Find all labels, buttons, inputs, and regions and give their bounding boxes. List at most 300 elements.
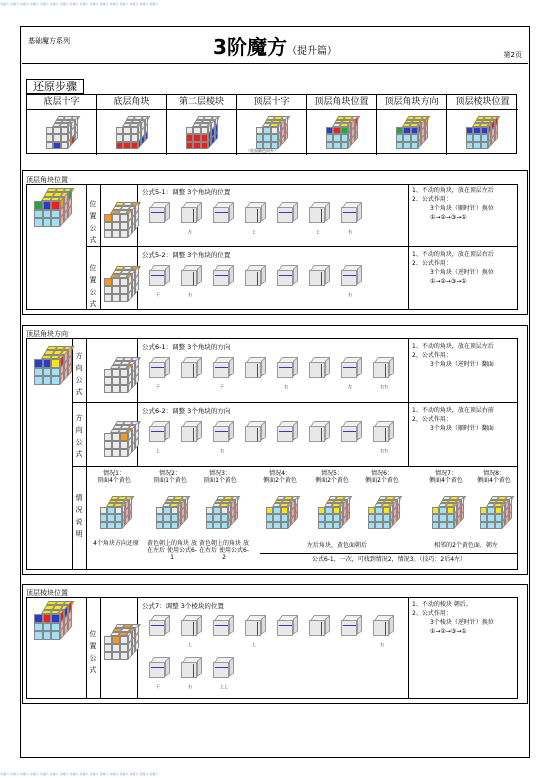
case-title-1 [90, 470, 138, 484]
cube-sticker [481, 134, 488, 141]
mini-side [261, 202, 266, 222]
mini-side [261, 615, 266, 635]
note-line: 2、公式作用： [412, 260, 452, 267]
mini-face [373, 620, 389, 636]
mini-side [229, 615, 234, 635]
cube-sticker [43, 623, 52, 632]
cube-front-face [46, 127, 68, 149]
move-arrow [215, 275, 228, 276]
notes-7 [412, 600, 494, 636]
cube-sticker [104, 449, 112, 457]
formula-6-1-step-7 [340, 356, 362, 384]
formula-7-step-1 [148, 614, 170, 642]
mini-face [309, 207, 325, 223]
cross-note: （底面颜色向外） [246, 148, 278, 153]
move-arrow [215, 212, 228, 213]
cube-sticker [461, 511, 464, 522]
cube-sticker [341, 134, 348, 141]
note-line: ①→②→③→① [430, 278, 467, 285]
cube-sticker [46, 134, 53, 141]
move-label: 右 [188, 292, 192, 297]
side-label-dir2: 方 向 公 式 [75, 414, 83, 458]
cube-sticker [104, 369, 112, 377]
mini-face [149, 270, 165, 286]
cube-sticker [43, 368, 52, 377]
section-title-corner-position: 顶层角块位置 [26, 176, 68, 184]
move-arrow [279, 625, 292, 626]
move-arrow [257, 272, 258, 285]
cube-sticker [53, 142, 60, 149]
cube-sticker [355, 131, 358, 142]
cube-sticker [163, 522, 170, 529]
move-arrow [257, 428, 258, 441]
cube-sticker [120, 441, 128, 449]
cube-front-face [104, 433, 128, 457]
move-label: 左 [348, 384, 352, 389]
cube-sticker [51, 368, 60, 377]
example-cube-7 [104, 624, 139, 662]
cube-sticker [341, 127, 348, 134]
cube-front-face [100, 507, 122, 529]
move-arrow [279, 367, 292, 368]
cube-sticker [116, 134, 123, 141]
mini-side [261, 265, 266, 285]
note-line: 2、公式作用： [412, 416, 452, 423]
cube-sticker [51, 376, 60, 385]
note-line: 3个角块（顺时针）换位 [430, 205, 494, 212]
mini-face [277, 270, 293, 286]
case-desc: 侧面2个黄色 [365, 477, 399, 484]
mini-side [229, 421, 234, 441]
formula-7-row2-step-3 [212, 656, 234, 684]
case-title-8 [470, 470, 518, 484]
section-title-corner-direction: 顶层角块方向 [26, 330, 68, 338]
border-watermark-top: 易魔方·易魔方·易魔方·易魔方·易魔方·易魔方·易魔方·易魔方·易魔方·易魔方·易魔方·易魔方·易魔方·易魔方·易魔方·易魔方 [0, 2, 159, 6]
note-line: 2、公式作用： [412, 196, 452, 203]
cube-sticker [100, 522, 107, 529]
cube-sticker [439, 507, 446, 514]
cube-sticker [100, 507, 107, 514]
cube-front-face [326, 127, 348, 149]
restore-step-cube-6 [396, 116, 428, 151]
note-line: 2、公式作用： [412, 352, 452, 359]
cube-sticker [51, 218, 60, 227]
case-name: 情况5： [321, 470, 343, 477]
cube-sticker [34, 623, 43, 632]
cube-sticker [34, 614, 43, 623]
mini-face [277, 426, 293, 442]
cube-sticker [383, 522, 390, 529]
cube-sticker [273, 522, 280, 529]
note-line: 3个棱块（逆时针）换位 [430, 619, 494, 626]
cube-sticker [104, 214, 112, 222]
move-arrow [343, 212, 356, 213]
case-cube-7 [432, 496, 464, 531]
mini-side [197, 657, 202, 677]
case-desc: 侧面2个黄色 [315, 477, 349, 484]
mini-side [197, 615, 202, 635]
move-label: 右 [284, 384, 288, 389]
cube-sticker [318, 507, 325, 514]
cube-sticker [325, 514, 332, 521]
side-label-pos1: 位 置 公 式 [89, 200, 97, 244]
move-arrow [151, 625, 164, 626]
move-label: 上 [252, 642, 256, 647]
move-arrow [321, 428, 322, 441]
cube-sticker [51, 614, 60, 623]
case-note-78: 相邻的2个黄色面，朝左 [434, 542, 498, 549]
cube-sticker [186, 134, 193, 141]
mini-face [181, 426, 197, 442]
case-desc: 顶面4个黄色 [97, 477, 131, 484]
mini-side [261, 421, 266, 441]
note-line: 1、不动的角块，放在顶层左后 [412, 343, 494, 350]
cube-sticker [135, 640, 139, 652]
cube-sticker [43, 376, 52, 385]
case-cube-5 [318, 496, 350, 531]
restore-step-cube-3 [186, 116, 218, 151]
cube-sticker [51, 201, 60, 210]
cube-sticker [46, 142, 53, 149]
mini-face [277, 362, 293, 378]
case-title-3 [196, 470, 244, 484]
cube-front-face [34, 359, 60, 385]
cube-sticker [131, 134, 138, 141]
cube-sticker [256, 127, 263, 134]
mini-side [229, 357, 234, 377]
case-name: 情况3： [209, 470, 231, 477]
cube-sticker [116, 127, 123, 134]
cube-sticker [271, 134, 278, 141]
cube-sticker [206, 507, 213, 514]
cube-sticker [43, 631, 52, 640]
cube-sticker [112, 369, 120, 377]
cube-sticker [263, 127, 270, 134]
move-label: 上上 [220, 684, 228, 689]
cube-sticker [466, 127, 473, 134]
cube-sticker [266, 514, 273, 521]
cube-sticker [53, 134, 60, 141]
cube-sticker [34, 368, 43, 377]
mini-face [181, 662, 197, 678]
move-arrow [321, 622, 322, 635]
cube-sticker [206, 522, 213, 529]
formula-6-2-step-3 [212, 420, 234, 448]
notes-6-1 [412, 342, 494, 369]
cube-sticker [53, 127, 60, 134]
cube-sticker [68, 618, 72, 631]
mini-side [229, 265, 234, 285]
cube-sticker [193, 127, 200, 134]
formula-6-2-step-4 [244, 420, 266, 448]
cube-sticker [206, 514, 213, 521]
title-subtitle: （提升篇） [286, 46, 337, 57]
cube-sticker [473, 134, 480, 141]
side-label-edge: 位 置 公 式 [89, 630, 97, 674]
cube-sticker [104, 294, 112, 302]
notes-5-1 [412, 186, 494, 222]
cube-sticker [104, 433, 112, 441]
cube-sticker [75, 131, 78, 142]
restore-step-cube-5 [326, 116, 358, 151]
cube-sticker [112, 441, 120, 449]
cube-sticker [295, 511, 298, 522]
cube-sticker [107, 514, 114, 521]
cube-sticker [51, 623, 60, 632]
move-label: 左 [188, 229, 192, 234]
cube-sticker [326, 127, 333, 134]
mini-face [373, 426, 389, 442]
cube-sticker [396, 142, 403, 149]
note-line: ①→②→③→① [430, 628, 467, 635]
cube-front-face [104, 214, 128, 238]
cube-sticker [325, 507, 332, 514]
move-arrow [215, 431, 228, 432]
mini-side [293, 421, 298, 441]
cube-sticker [325, 522, 332, 529]
cube-sticker [34, 376, 43, 385]
move-label: 右 [380, 642, 384, 647]
case-name: 情况2： [159, 470, 181, 477]
mini-side [197, 265, 202, 285]
move-arrow [321, 272, 322, 285]
cube-sticker [112, 652, 120, 660]
mini-side [325, 421, 330, 441]
cube-sticker [123, 134, 130, 141]
cube-sticker [215, 131, 218, 142]
page-number: 第2页 [503, 51, 522, 59]
cube-sticker [104, 441, 112, 449]
cube-sticker [466, 142, 473, 149]
cube-sticker [473, 127, 480, 134]
cube-sticker [368, 514, 375, 521]
move-arrow [215, 625, 228, 626]
cube-sticker [466, 134, 473, 141]
mini-face [309, 620, 325, 636]
mini-face [181, 362, 197, 378]
mini-side [325, 615, 330, 635]
restore-step-cube-7 [466, 116, 498, 151]
move-label: 上 [188, 642, 192, 647]
cube-front-face [368, 507, 390, 529]
formula-6-1-step-4 [244, 356, 266, 384]
mini-face [245, 270, 261, 286]
formula-6-2-step-8 [372, 420, 394, 448]
restore-steps-label: 还原步骤 [26, 79, 84, 94]
formula-7-row2-step-1 [148, 656, 170, 684]
cube-sticker [403, 134, 410, 141]
formula-6-2-step-2 [180, 420, 202, 448]
mini-face [245, 362, 261, 378]
cube-sticker [495, 514, 502, 521]
side-label-pos2: 位 置 公 式 [89, 264, 97, 308]
move-arrow [151, 275, 164, 276]
formula-7-row2-step-2 [180, 656, 202, 684]
case-title-7 [422, 470, 470, 484]
cube-sticker [201, 142, 208, 149]
formula-7-step-7 [340, 614, 362, 642]
cube-sticker [107, 522, 114, 529]
cube-sticker [447, 507, 454, 514]
cube-front-face [34, 614, 60, 640]
cube-sticker [397, 511, 400, 522]
move-label: 上 [156, 448, 160, 453]
mini-face [181, 270, 197, 286]
mini-face [341, 207, 357, 223]
move-arrow [193, 428, 194, 441]
mini-face [245, 426, 261, 442]
example-cube-6-1 [104, 357, 139, 395]
cube-sticker [163, 507, 170, 514]
mini-face [309, 270, 325, 286]
cube-sticker [495, 522, 502, 529]
move-arrow [321, 364, 322, 377]
move-arrow [343, 625, 356, 626]
cube-sticker [61, 142, 68, 149]
move-arrow [215, 667, 228, 668]
mini-face [245, 207, 261, 223]
move-label: 右右 [380, 448, 388, 453]
mini-face [341, 362, 357, 378]
formula-5-2-step-2 [180, 264, 202, 292]
formula-7: 公式7：调整 3个棱块的位置 [142, 602, 224, 610]
move-arrow [279, 212, 292, 213]
section-title-edge-position: 顶层棱块位置 [26, 589, 68, 597]
mini-face [149, 620, 165, 636]
mini-side [357, 357, 362, 377]
cube-sticker [403, 142, 410, 149]
cube-sticker [120, 294, 128, 302]
mini-side [293, 265, 298, 285]
move-arrow [385, 622, 386, 635]
mini-side [165, 421, 170, 441]
move-arrow [151, 667, 164, 668]
restore-step-label: 顶层十字 [237, 95, 306, 110]
cube-sticker [432, 522, 439, 529]
mini-side [165, 657, 170, 677]
restore-step-label: 顶层角块位置 [307, 95, 376, 110]
case-desc: 侧面4个黄色 [477, 477, 511, 484]
mini-face [277, 207, 293, 223]
move-arrow [343, 431, 356, 432]
mini-side [293, 615, 298, 635]
move-arrow [257, 209, 258, 222]
move-label: 右 [348, 292, 352, 297]
cube-sticker [487, 514, 494, 521]
note-line: 1、不动的角块，放在顶层右前 [412, 407, 494, 414]
case-cube-4 [266, 496, 298, 531]
mini-side [197, 421, 202, 441]
mini-side [165, 202, 170, 222]
note-line: 1、不动的角块，放在顶层左后 [412, 187, 494, 194]
formula-5-1-step-4 [244, 201, 266, 229]
cube-sticker [34, 631, 43, 640]
page-header [22, 28, 528, 64]
mini-face [309, 426, 325, 442]
note-line: 1、不动的角块，放在顶层右后 [412, 251, 494, 258]
cube-sticker [43, 210, 52, 219]
example-cube-6-2 [104, 421, 139, 459]
cube-sticker [68, 205, 72, 218]
cube-sticker [112, 286, 120, 294]
mini-face [213, 207, 229, 223]
formula-6-1-step-5 [276, 356, 298, 384]
cube-sticker [120, 385, 128, 393]
formula-6-2-step-6 [308, 420, 330, 448]
cube-sticker [213, 514, 220, 521]
formula-6-1-step-8 [372, 356, 394, 384]
cube-sticker [129, 511, 132, 522]
mini-face [181, 207, 197, 223]
note-line: 3个角块（逆时针）换位 [430, 269, 494, 276]
cube-sticker [411, 134, 418, 141]
cube-sticker [112, 278, 120, 286]
restore-step-cube-1 [46, 116, 78, 151]
cube-sticker [481, 127, 488, 134]
move-label: 下 [156, 384, 160, 389]
cube-sticker [480, 514, 487, 521]
case-note-456: 左后角块，黄色面朝后 [306, 542, 367, 549]
formula-5-2-step-7 [340, 264, 362, 292]
cube-sticker [120, 222, 128, 230]
formula-5-1-step-5 [276, 201, 298, 229]
cube-sticker [120, 230, 128, 238]
cube-sticker [104, 377, 112, 385]
formula-5-2: 公式5-2：调整 3个角块的位置 [142, 251, 231, 259]
cube-sticker [112, 385, 120, 393]
mini-side [357, 265, 362, 285]
cube-sticker [281, 522, 288, 529]
side-label-cases: 情 况 说 明 [75, 494, 83, 538]
cube-front-face [104, 636, 128, 660]
mini-face [245, 620, 261, 636]
cube-sticker [432, 514, 439, 521]
cube-sticker [112, 214, 120, 222]
cube-sticker [68, 363, 72, 376]
cube-sticker [193, 142, 200, 149]
cube-sticker [396, 127, 403, 134]
mini-face [277, 620, 293, 636]
cube-sticker [120, 278, 128, 286]
case-cube-2 [156, 496, 188, 531]
note-line: ①→②→③→① [430, 214, 467, 221]
cube-sticker [213, 507, 220, 514]
cube-sticker [104, 385, 112, 393]
move-arrow [279, 431, 292, 432]
move-arrow [215, 367, 228, 368]
formula-7-step-2 [180, 614, 202, 642]
cube-sticker [281, 514, 288, 521]
cube-sticker [333, 507, 340, 514]
move-arrow [193, 272, 194, 285]
formula-5-1-step-6 [308, 201, 330, 229]
side-label-dir1: 方 向 公 式 [75, 352, 83, 396]
case-cube-1 [100, 496, 132, 531]
cube-sticker [171, 507, 178, 514]
corner-position-cube [34, 188, 72, 230]
cube-sticker [43, 201, 52, 210]
cube-sticker [375, 507, 382, 514]
cube-sticker [318, 514, 325, 521]
formula-5-2-step-1 [148, 264, 170, 292]
cube-sticker [112, 449, 120, 457]
move-arrow [343, 275, 356, 276]
cube-sticker [266, 522, 273, 529]
case-note-1: 4个角块方向还原 [93, 540, 139, 547]
cube-sticker [100, 514, 107, 521]
cube-sticker [135, 218, 139, 230]
mini-side [389, 421, 394, 441]
